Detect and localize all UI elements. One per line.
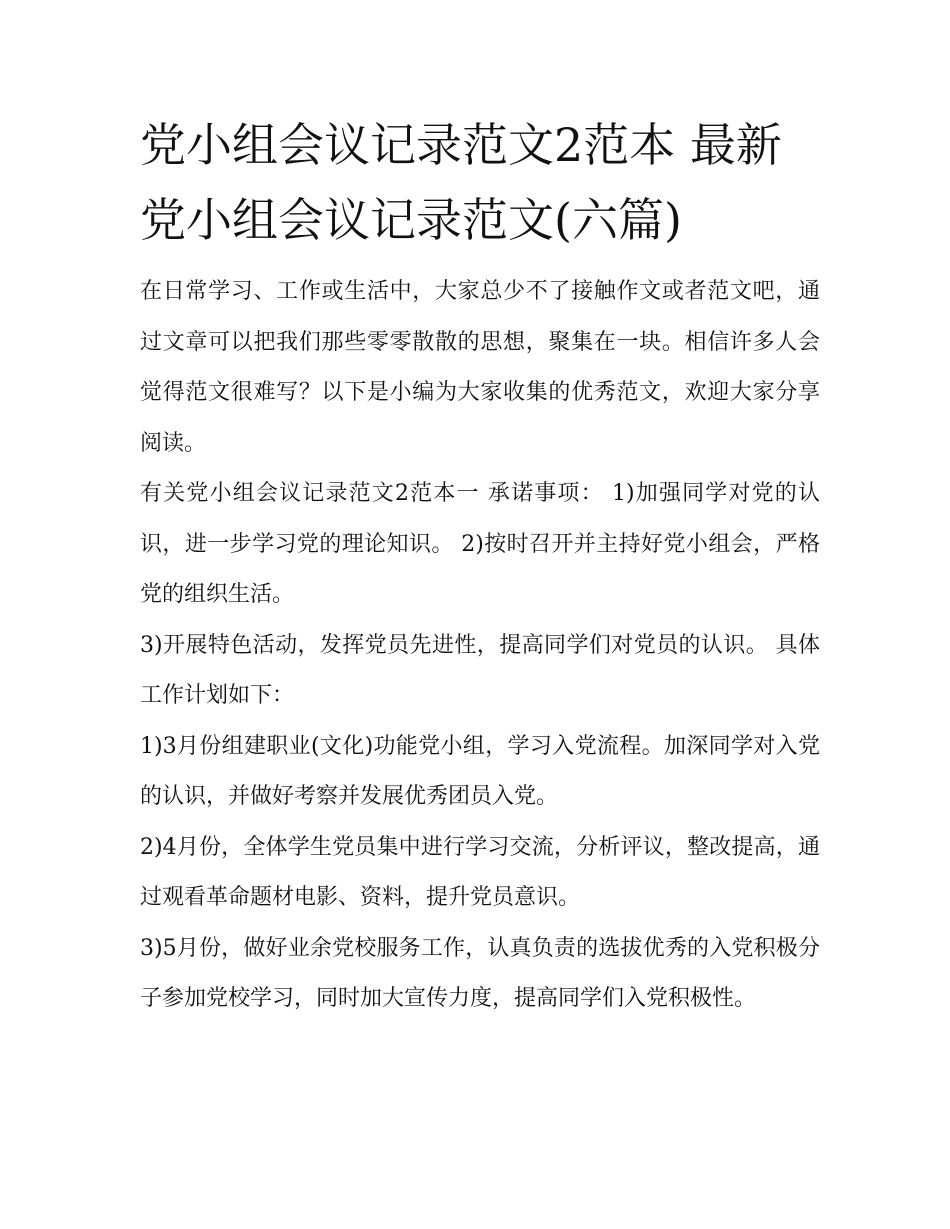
paragraph-plan-april: 2)4月份，全体学生党员集中进行学习交流，分析评议，整改提高，通过观看革命题材电影、资料，提升党员意识。 <box>140 834 820 910</box>
paragraph-plan-march: 1)3月份组建职业(文化)功能党小组，学习入党流程。加深同学对入党的认识，并做好考察并发展优秀团员入党。 <box>140 733 820 809</box>
paragraph-plan-may: 3)5月份，做好业余党校服务工作，认真负责的选拔优秀的入党积极分子参加党校学习，同时加大宣传力度，提高同学们入党积极性。 <box>140 935 820 1011</box>
paragraph-special-activities: 3)开展特色活动，发挥党员先进性，提高同学们对党员的认识。 具体工作计划如下： <box>140 632 820 708</box>
paragraph-commitments: 有关党小组会议记录范文2范本一 承诺事项： 1)加强同学对党的认识，进一步学习党的理论知识。 2)按时召开并主持好党小组会，严格党的组织生活。 <box>140 481 820 607</box>
document-title: 党小组会议记录范文2范本 最新党小组会议记录范文(六篇) <box>140 118 782 247</box>
document-body <box>140 108 820 1025</box>
paragraph-intro: 在日常学习、工作或生活中，大家总少不了接触作文或者范文吧，通过文章可以把我们那些零零散散的思想，聚集在一块。相信许多人会觉得范文很难写？以下是小编为大家收集的优秀范文，欢迎大家分享阅读。 <box>140 279 820 456</box>
